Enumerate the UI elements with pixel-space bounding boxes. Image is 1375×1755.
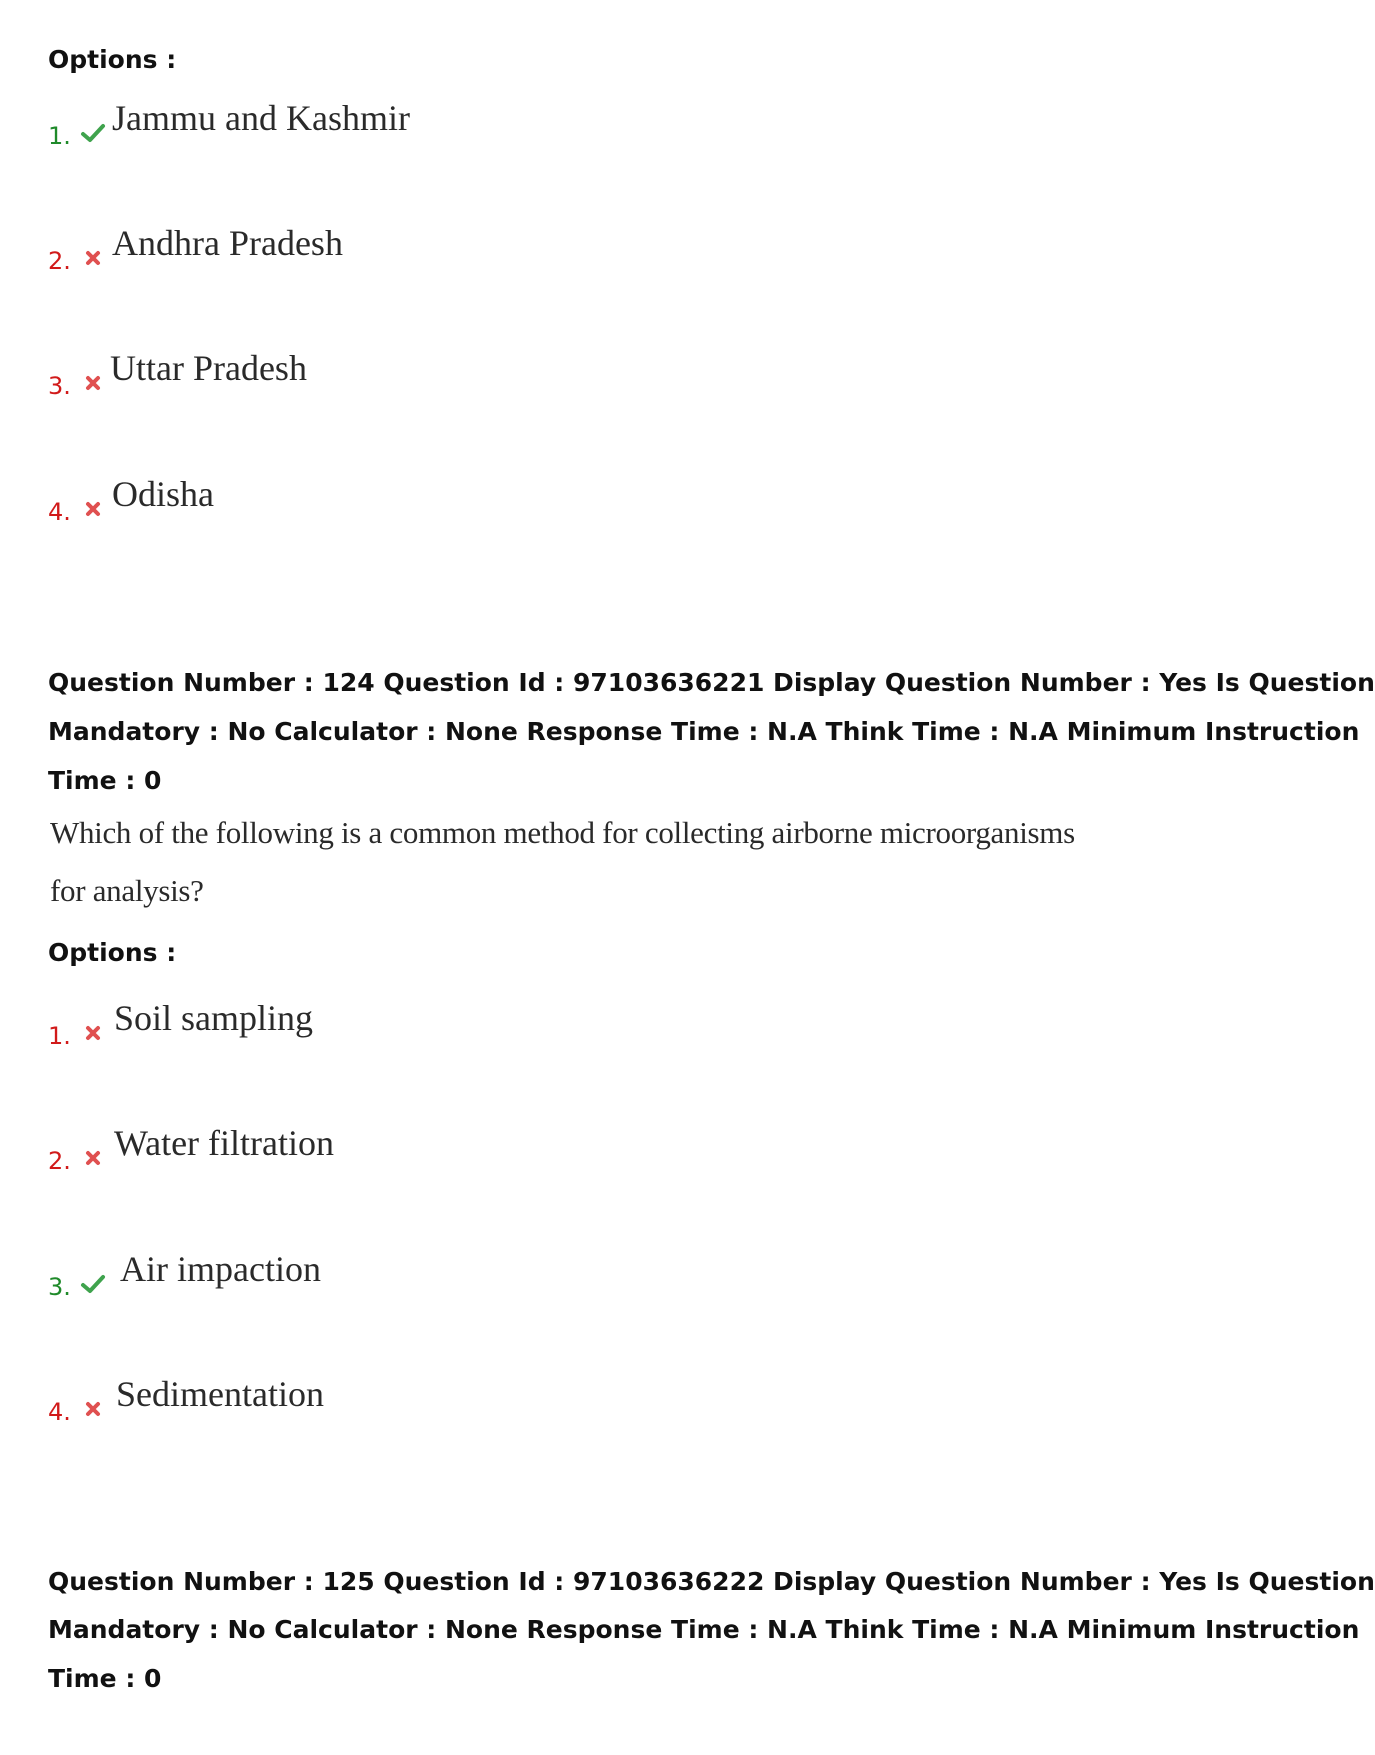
option-item xyxy=(48,90,410,150)
options-label: Options : xyxy=(48,45,177,74)
option-number: 3. xyxy=(48,1273,71,1301)
option-item xyxy=(48,466,214,526)
cross-icon xyxy=(78,1145,108,1175)
option-text: Sedimentation xyxy=(116,1374,324,1414)
option-text: Odisha xyxy=(112,474,214,514)
question-meta: Question Number : 125 Question Id : 97103636222 Display Question Number : Yes Is Question xyxy=(48,1567,1375,1596)
option-number: 4. xyxy=(48,1398,71,1426)
question-meta: Time : 0 xyxy=(48,1664,162,1693)
option-item xyxy=(48,215,343,275)
options-label: Options : xyxy=(48,938,177,967)
question-meta: Time : 0 xyxy=(48,766,162,795)
option-item xyxy=(48,990,313,1050)
option-item xyxy=(48,1115,334,1175)
option-text: Soil sampling xyxy=(114,998,314,1038)
cross-icon xyxy=(78,370,108,400)
question-text: Which of the following is a common method for collecting airborne microorganisms xyxy=(50,815,1075,850)
option-text: Air impaction xyxy=(120,1249,321,1289)
option-number: 2. xyxy=(48,1147,71,1175)
option-text: Water filtration xyxy=(114,1123,335,1163)
option-item xyxy=(48,1241,321,1301)
question-meta: Question Number : 124 Question Id : 97103636221 Display Question Number : Yes Is Question xyxy=(48,668,1375,697)
check-icon xyxy=(78,120,108,150)
question-meta: Mandatory : No Calculator : None Response Time : N.A Think Time : N.A Minimum Instruction xyxy=(48,717,1360,746)
question-meta: Mandatory : No Calculator : None Response Time : N.A Think Time : N.A Minimum Instruction xyxy=(48,1615,1360,1644)
question-text: for analysis? xyxy=(50,873,204,908)
option-text: Andhra Pradesh xyxy=(112,223,343,263)
option-number: 1. xyxy=(48,122,71,150)
cross-icon xyxy=(78,1020,108,1050)
cross-icon xyxy=(78,245,108,275)
option-text: Uttar Pradesh xyxy=(110,348,307,388)
option-number: 2. xyxy=(48,247,71,275)
option-item xyxy=(48,340,307,400)
cross-icon xyxy=(78,1396,108,1426)
option-text: Jammu and Kashmir xyxy=(112,98,410,138)
option-number: 1. xyxy=(48,1022,71,1050)
option-item xyxy=(48,1366,324,1426)
option-number: 3. xyxy=(48,372,71,400)
check-icon xyxy=(78,1271,108,1301)
cross-icon xyxy=(78,496,108,526)
option-number: 4. xyxy=(48,498,71,526)
